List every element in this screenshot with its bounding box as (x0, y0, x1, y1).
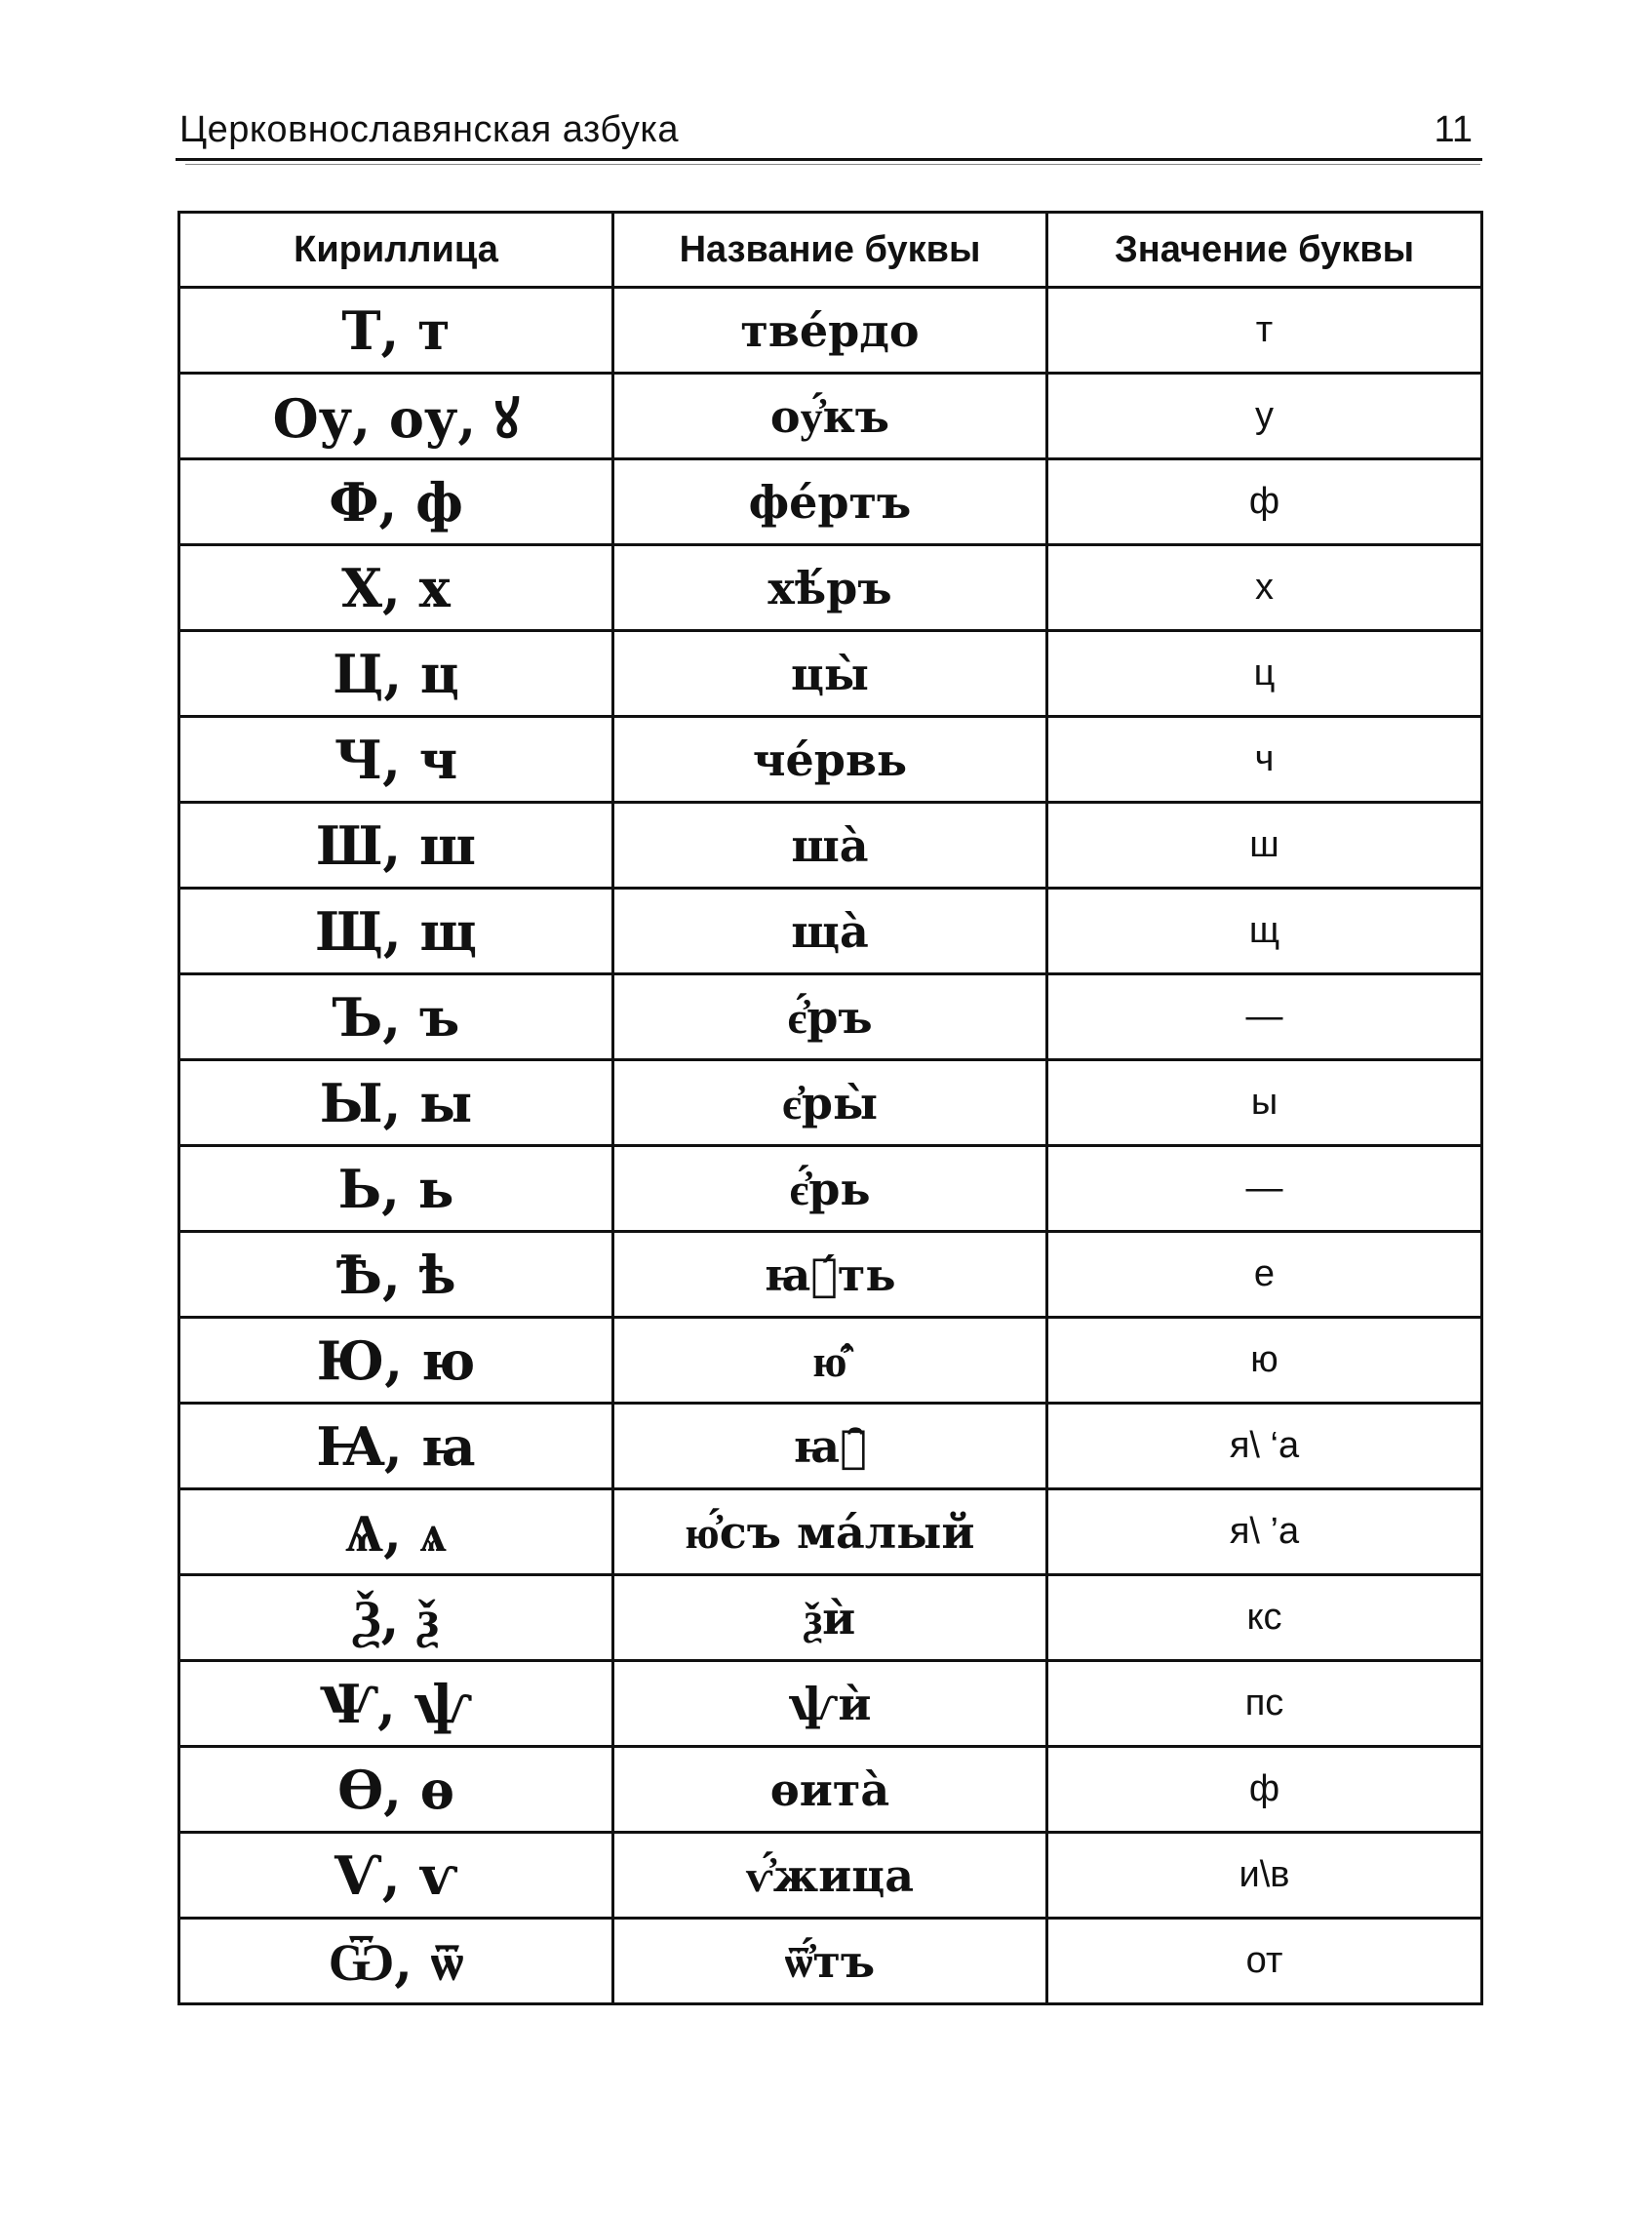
column-header-letter-value: Значение буквы (1047, 213, 1482, 288)
letter-value-cell: х (1047, 545, 1482, 631)
letter-name-cell: хѣ́ръ (613, 545, 1047, 631)
cyrillic-cell: Ы, ы (179, 1060, 613, 1146)
cyrillic-cell: Ѿ, ѿ (179, 1919, 613, 2004)
letter-name-cell: ѯѝ (613, 1575, 1047, 1661)
letter-value-cell: — (1047, 1146, 1482, 1232)
letter-name-cell: ꙗ҆́ть (613, 1232, 1047, 1318)
letter-name-cell: ща̀ (613, 889, 1047, 974)
table-row (179, 1318, 1482, 1404)
table-row (179, 288, 1482, 374)
letter-value-cell: ы (1047, 1060, 1482, 1146)
page-header (176, 103, 1478, 158)
letter-value-cell: ч (1047, 717, 1482, 803)
letter-name-cell: ю҆̑ (613, 1318, 1047, 1404)
letter-name-cell: є҆ры̀ (613, 1060, 1047, 1146)
cyrillic-cell: Т, т (179, 288, 613, 374)
header-rule-thin (185, 164, 1480, 165)
letter-name-cell: цы̀ (613, 631, 1047, 717)
table-row (179, 1060, 1482, 1146)
letter-value-cell: ф (1047, 459, 1482, 545)
cyrillic-cell: Ꙗ, ꙗ (179, 1404, 613, 1489)
cyrillic-cell: Ь, ь (179, 1146, 613, 1232)
letter-name-cell: ѱѝ (613, 1661, 1047, 1747)
cyrillic-cell: Х, х (179, 545, 613, 631)
table-row (179, 1232, 1482, 1318)
header-rule (176, 158, 1482, 161)
cyrillic-cell: Ф, ф (179, 459, 613, 545)
letter-value-cell: и\в (1047, 1833, 1482, 1919)
table-row (179, 1833, 1482, 1919)
letter-name-cell: є҆́ръ (613, 974, 1047, 1060)
cyrillic-cell: Ъ, ъ (179, 974, 613, 1060)
running-title: Церковнославянская азбука (179, 109, 679, 150)
table-row (179, 459, 1482, 545)
table-row (179, 803, 1482, 889)
letter-value-cell: е (1047, 1232, 1482, 1318)
letter-value-cell: кс (1047, 1575, 1482, 1661)
letter-value-cell: т (1047, 288, 1482, 374)
cyrillic-cell: Ч, ч (179, 717, 613, 803)
letter-name-cell: ю҆́съ ма́лый (613, 1489, 1047, 1575)
table-row (179, 1489, 1482, 1575)
letter-value-cell: пс (1047, 1661, 1482, 1747)
cyrillic-cell: Ѵ, ѵ (179, 1833, 613, 1919)
table-row (179, 374, 1482, 459)
letter-name-cell: оу҆́къ (613, 374, 1047, 459)
table-row (179, 1404, 1482, 1489)
cyrillic-cell: Ц, ц (179, 631, 613, 717)
letter-value-cell: от (1047, 1919, 1482, 2004)
table-row (179, 631, 1482, 717)
letter-value-cell: я\ ‘а (1047, 1404, 1482, 1489)
column-header-letter-name: Название буквы (613, 213, 1047, 288)
cyrillic-cell: Ѧ, ѧ (179, 1489, 613, 1575)
letter-name-cell: ѿ҆́тъ (613, 1919, 1047, 2004)
table-row (179, 974, 1482, 1060)
letter-name-cell: ѳита̀ (613, 1747, 1047, 1833)
cyrillic-cell: Ю, ю (179, 1318, 613, 1404)
page-number: 11 (1434, 109, 1473, 150)
letter-name-cell: че́рвь (613, 717, 1047, 803)
table-row (179, 1747, 1482, 1833)
letter-value-cell: я\ ’а (1047, 1489, 1482, 1575)
letter-value-cell: ц (1047, 631, 1482, 717)
cyrillic-cell: Щ, щ (179, 889, 613, 974)
letter-value-cell: — (1047, 974, 1482, 1060)
table-header-row (179, 213, 1482, 288)
table-row (179, 1575, 1482, 1661)
letter-name-cell: є҆́рь (613, 1146, 1047, 1232)
letter-name-cell: фе́ртъ (613, 459, 1047, 545)
letter-value-cell: ю (1047, 1318, 1482, 1404)
table-row (179, 1146, 1482, 1232)
cyrillic-cell: Ѳ, ѳ (179, 1747, 613, 1833)
table-row (179, 717, 1482, 803)
cyrillic-cell: Оу, оу, ꙋ (179, 374, 613, 459)
table-row (179, 1661, 1482, 1747)
table-row (179, 889, 1482, 974)
letter-name-cell: ша̀ (613, 803, 1047, 889)
letter-value-cell: ш (1047, 803, 1482, 889)
table-row (179, 545, 1482, 631)
cyrillic-cell: Ѱ, ѱ (179, 1661, 613, 1747)
letter-name-cell: ѵ҆́жица (613, 1833, 1047, 1919)
letter-name-cell: ꙗ҆̑ (613, 1404, 1047, 1489)
column-header-cyrillic: Кириллица (179, 213, 613, 288)
letter-value-cell: ф (1047, 1747, 1482, 1833)
letter-name-cell: тве́рдо (613, 288, 1047, 374)
cyrillic-cell: Ѯ, ѯ (179, 1575, 613, 1661)
cyrillic-cell: Ѣ, ѣ (179, 1232, 613, 1318)
letter-value-cell: у (1047, 374, 1482, 459)
table-row (179, 1919, 1482, 2004)
letter-value-cell: щ (1047, 889, 1482, 974)
cyrillic-cell: Ш, ш (179, 803, 613, 889)
alphabet-table (177, 211, 1483, 2005)
